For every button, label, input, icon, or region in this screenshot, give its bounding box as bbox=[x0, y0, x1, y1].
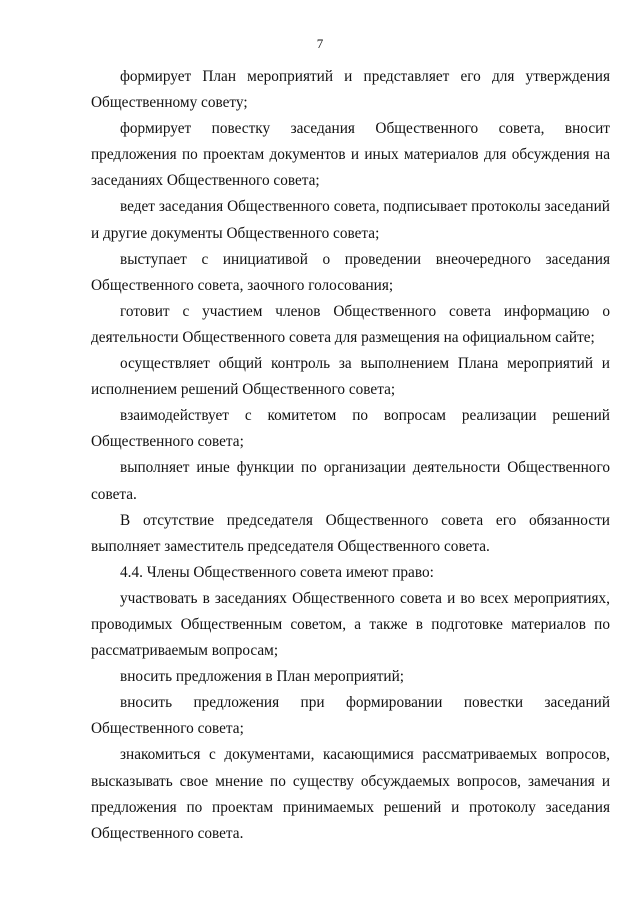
paragraph-3: ведет заседания Общественного совета, подписывает протоколы заседаний и другие документы Общественного совета; bbox=[91, 198, 610, 242]
paragraph-11: участвовать в заседаниях Общественного совета и во всех мероприятиях, проводимых Общественным советом, а также в подготовке материалов по рассматриваемым вопросам; bbox=[91, 589, 610, 660]
paragraph-12: вносить предложения в План мероприятий; bbox=[120, 668, 405, 686]
paragraph-1: формирует План мероприятий и представляет его для утверждения Общественному совету; bbox=[91, 68, 610, 112]
paragraph-2: формирует повестку заседания Общественного совета, вносит предложения по проектам документов и иных материалов для обсуждения на заседаниях Общественного совета; bbox=[91, 120, 610, 190]
paragraph-14: знакомиться с документами, касающимися рассматриваемых вопросов, высказывать свое мнение по существу обсуждаемых вопросов, замечания и предложения по проектам принимаемых решений и протоколу заседания Общественного совета. bbox=[91, 746, 610, 842]
paragraph-9: В отсутствие председателя Общественного совета его обязанности выполняет заместитель председателя Общественного совета. bbox=[91, 511, 610, 555]
paragraph-4: выступает с инициативой о проведении внеочередного заседания Общественного совета, заочного голосования; bbox=[91, 250, 610, 294]
paragraph-13: вносить предложения при формировании повестки заседаний Общественного совета; bbox=[91, 694, 610, 738]
paragraph-8: выполняет иные функции по организации деятельности Общественного совета. bbox=[91, 459, 610, 503]
section-heading-4-4: 4.4. Члены Общественного совета имеют право: bbox=[120, 563, 434, 581]
paragraph-7: взаимодействует с комитетом по вопросам реализации решений Общественного совета; bbox=[91, 407, 610, 451]
page-number: 7 bbox=[316, 36, 324, 51]
paragraph-6: осуществляет общий контроль за выполнением Плана мероприятий и исполнением решений Общественного совета; bbox=[91, 355, 610, 399]
document-body bbox=[91, 64, 610, 847]
paragraph-5: готовит с участием членов Общественного совета информацию о деятельности Общественного совета для размещения на официальном сайте; bbox=[91, 302, 610, 346]
